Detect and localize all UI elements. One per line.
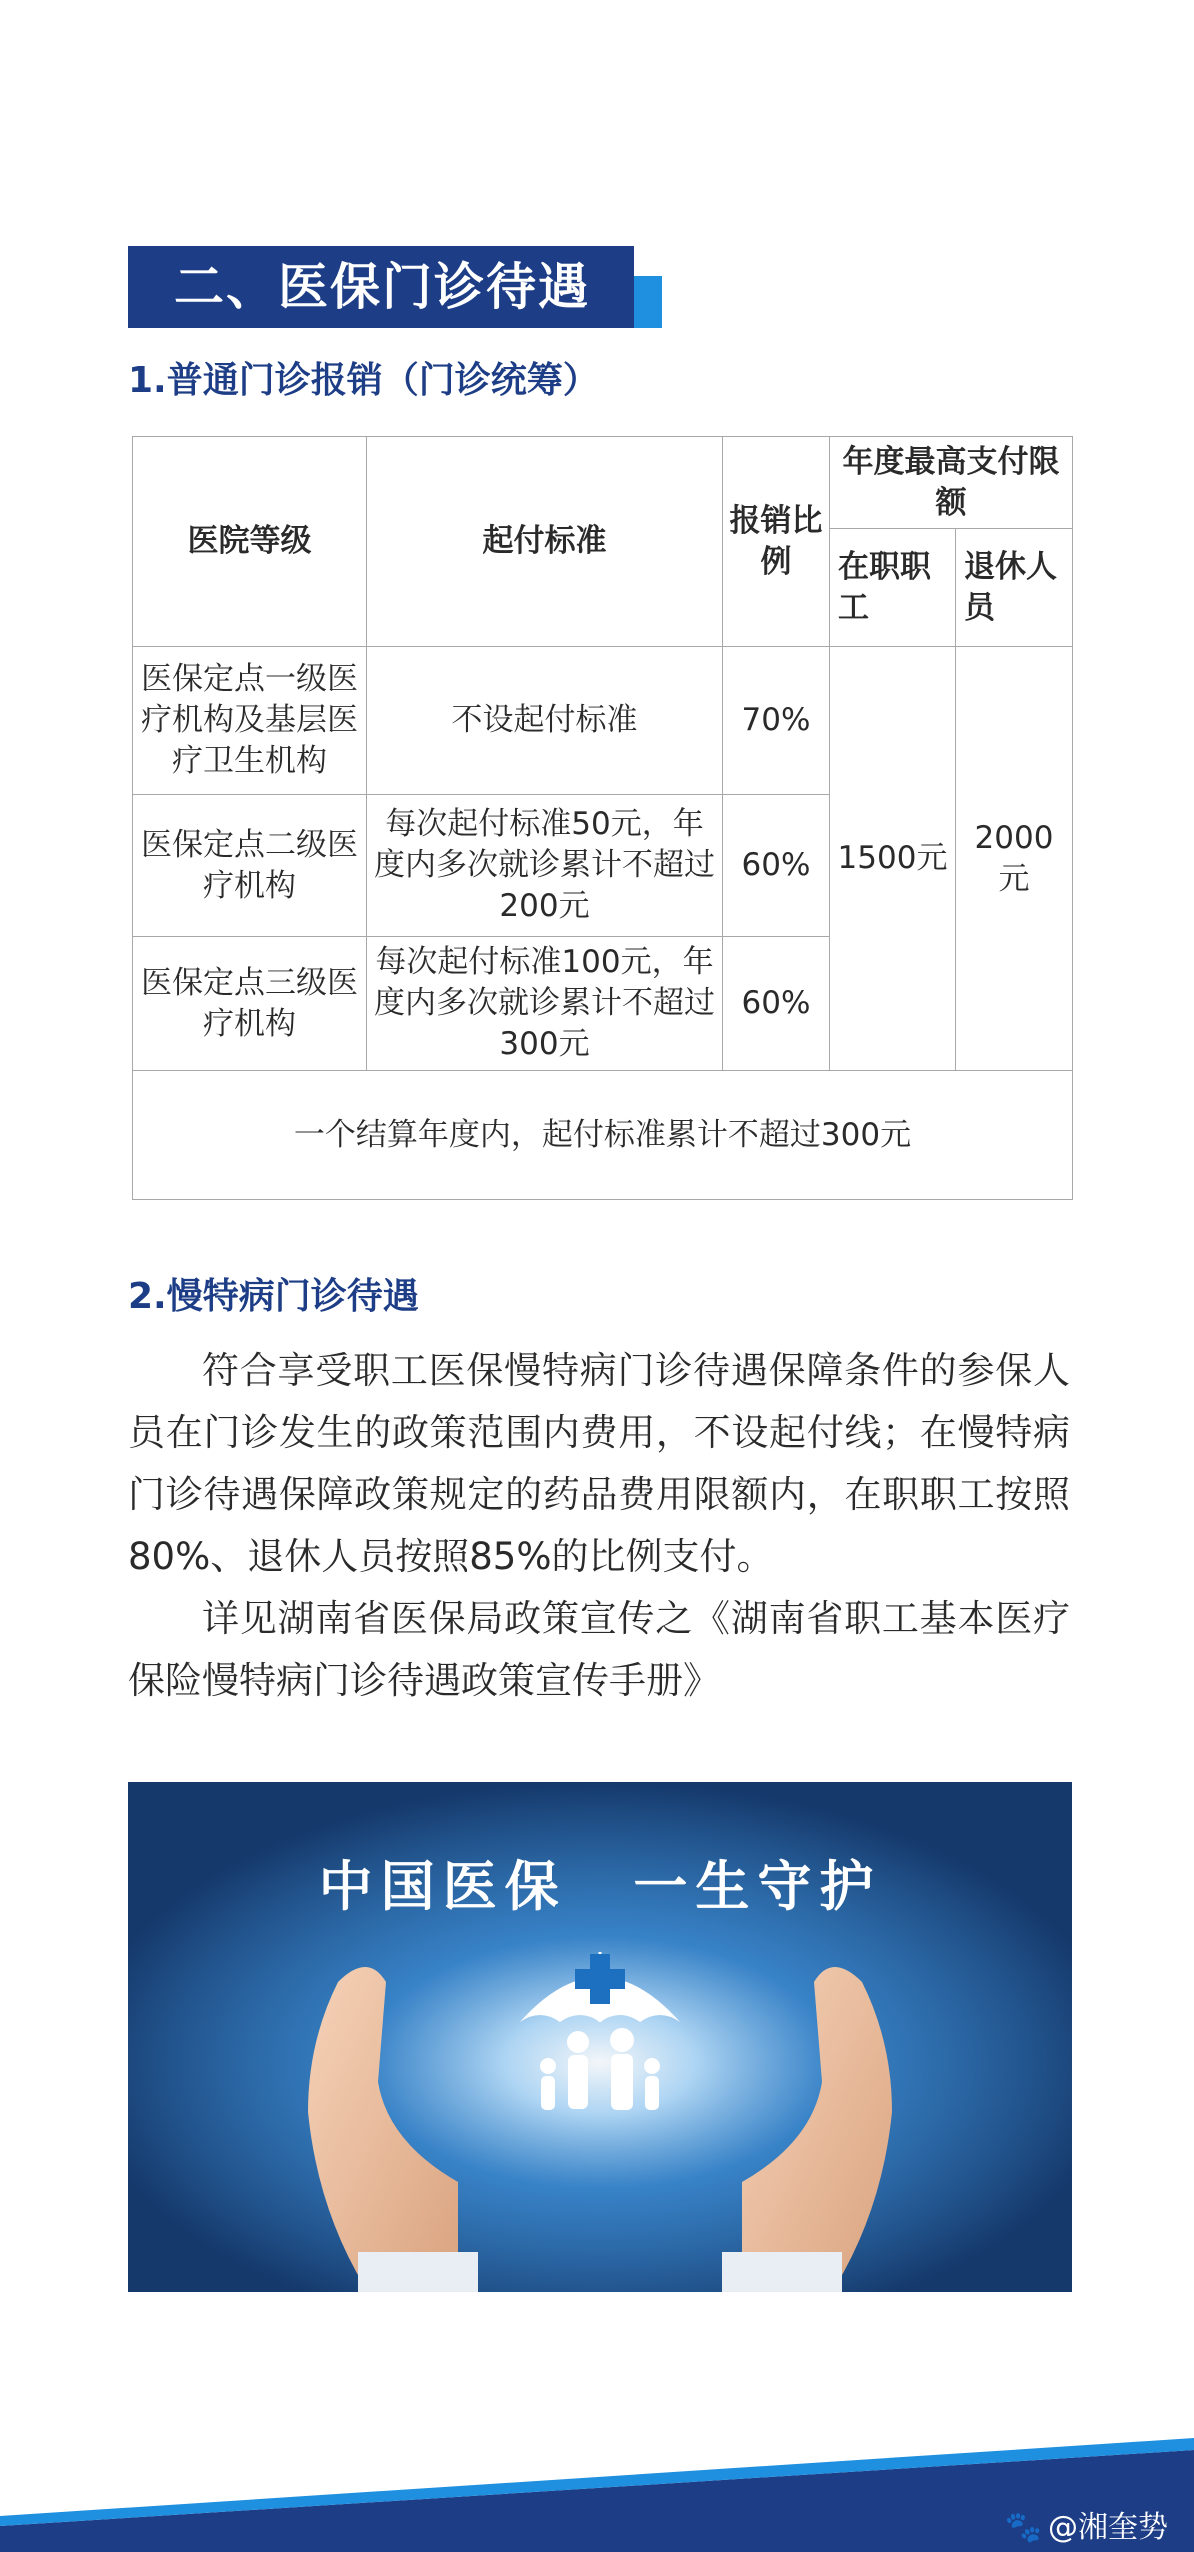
subheading-chronic-disease: 2.慢特病门诊待遇 (128, 1276, 419, 1317)
watermark-text: @湘奎势 (1048, 2510, 1168, 2545)
header-retired: 退休人员 (956, 529, 1073, 647)
header-hospital-level: 医院等级 (133, 437, 367, 647)
row3-ratio: 60% (723, 937, 830, 1071)
header-ratio: 报销比例 (723, 437, 830, 647)
header-annual-cap: 年度最高支付限额 (830, 437, 1073, 529)
paw-icon: 🐾 (1004, 2510, 1042, 2545)
section-title: 二、医保门诊待遇 (174, 258, 590, 316)
table-footer-row (133, 1071, 1073, 1200)
promo-image (128, 1782, 1072, 2292)
cap-employed: 1500元 (830, 647, 956, 1071)
banner-accent (634, 276, 662, 328)
row1-ratio: 70% (723, 647, 830, 795)
watermark (1005, 2502, 1168, 2546)
cap-retired: 2000元 (956, 647, 1073, 1071)
table-row (133, 647, 1073, 795)
paragraph-chronic-policy: 符合享受职工医保慢特病门诊待遇保障条件的参保人员在门诊发生的政策范围内费用，不设起付线；在慢特病门诊待遇保障政策规定的药品费用限额内，在职职工按照80%、退休人员按照85%的比例支付。 (128, 1349, 1070, 1578)
row1-deductible: 不设起付标准 (367, 647, 723, 795)
row2-level: 医保定点二级医疗机构 (133, 795, 367, 937)
row3-deductible: 每次起付标准100元，年度内多次就诊累计不超过300元 (367, 937, 723, 1071)
row3-level: 医保定点三级医疗机构 (133, 937, 367, 1071)
row1-level: 医保定点一级医疗机构及基层医疗卫生机构 (133, 647, 367, 795)
reimbursement-table (132, 436, 1073, 1200)
row2-deductible: 每次起付标准50元，年度内多次就诊累计不超过200元 (367, 795, 723, 937)
header-employed: 在职职工 (830, 529, 956, 647)
section-banner (128, 246, 634, 328)
row2-ratio: 60% (723, 795, 830, 937)
subheading-general-outpatient: 1.普通门诊报销（门诊统筹） (128, 360, 599, 401)
header-deductible: 起付标准 (367, 437, 723, 647)
promo-slogan: 中国医保 一生守护 (318, 1855, 882, 1918)
table-footer-note: 一个结算年度内，起付标准累计不超过300元 (133, 1071, 1073, 1200)
paragraph-reference: 详见湖南省医保局政策宣传之《湖南省职工基本医疗保险慢特病门诊待遇政策宣传手册》 (128, 1597, 1070, 1702)
